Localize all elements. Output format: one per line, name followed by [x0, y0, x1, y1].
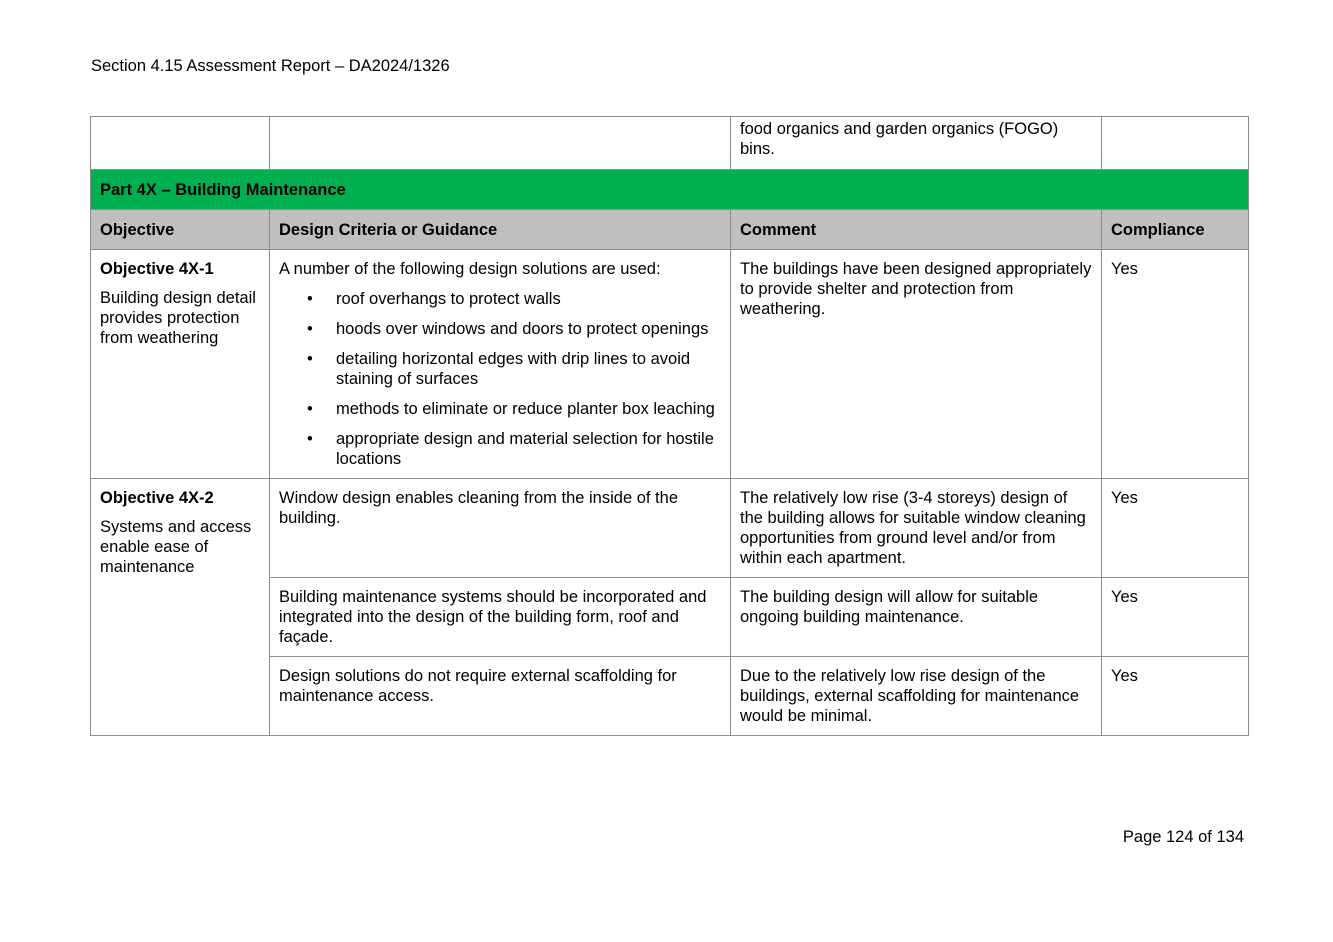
table-row — [91, 250, 1249, 479]
objective-cell — [91, 250, 270, 479]
continuation-comment-cell: food organics and garden organics (FOGO) bins. — [731, 117, 1102, 170]
page-number: Page 124 of 134 — [1122, 828, 1244, 846]
objective-cell — [91, 479, 270, 736]
list-item — [279, 429, 722, 469]
continuation-objective-cell — [91, 117, 270, 170]
comment-cell: The building design will allow for suitable ongoing building maintenance. — [731, 578, 1102, 657]
column-header-objective: Objective — [91, 210, 270, 250]
table-row — [91, 479, 1249, 578]
objective-title: Objective 4X-2 — [100, 489, 214, 507]
bullet-icon: • — [307, 400, 313, 418]
compliance-cell: Yes — [1102, 578, 1249, 657]
list-item-text: roof overhangs to protect walls — [336, 290, 561, 308]
section-title: Part 4X – Building Maintenance — [91, 170, 1249, 210]
criteria-intro: A number of the following design solutions are used: — [279, 260, 661, 278]
criteria-cell: Design solutions do not require external scaffolding for maintenance access. — [270, 657, 731, 736]
list-item-text: hoods over windows and doors to protect openings — [336, 320, 709, 338]
comment-cell: The relatively low rise (3-4 storeys) design of the building allows for suitable window cleaning opportunities from ground level and/or from within each apartment. — [731, 479, 1102, 578]
criteria-cell — [270, 250, 731, 479]
criteria-cell: Building maintenance systems should be incorporated and integrated into the design of the building form, roof and façade. — [270, 578, 731, 657]
comment-cell: The buildings have been designed appropriately to provide shelter and protection from weathering. — [731, 250, 1102, 479]
list-item-text: detailing horizontal edges with drip lines to avoid staining of surfaces — [336, 350, 691, 388]
list-item-text: appropriate design and material selection for hostile locations — [336, 430, 714, 468]
bullet-icon: • — [307, 320, 313, 338]
criteria-cell: Window design enables cleaning from the inside of the building. — [270, 479, 731, 578]
assessment-table — [90, 116, 1249, 736]
comment-cell: Due to the relatively low rise design of the buildings, external scaffolding for maintenance would be minimal. — [731, 657, 1102, 736]
section-header-row — [91, 170, 1249, 210]
column-header-criteria: Design Criteria or Guidance — [270, 210, 731, 250]
compliance-cell: Yes — [1102, 657, 1249, 736]
column-header-compliance: Compliance — [1102, 210, 1249, 250]
continuation-criteria-cell — [270, 117, 731, 170]
list-item — [279, 349, 722, 389]
column-header-row — [91, 210, 1249, 250]
bullet-icon: • — [307, 430, 313, 448]
objective-description: Systems and access enable ease of maintenance — [100, 518, 252, 576]
compliance-cell: Yes — [1102, 250, 1249, 479]
list-item — [279, 399, 722, 419]
criteria-bullet-list — [279, 289, 722, 469]
list-item — [279, 319, 722, 339]
continuation-compliance-cell — [1102, 117, 1249, 170]
objective-title: Objective 4X-1 — [100, 260, 214, 278]
objective-description: Building design detail provides protection from weathering — [100, 289, 256, 347]
compliance-cell: Yes — [1102, 479, 1249, 578]
column-header-comment: Comment — [731, 210, 1102, 250]
page-header-title: Section 4.15 Assessment Report – DA2024/1326 — [91, 57, 450, 75]
list-item — [279, 289, 722, 309]
list-item-text: methods to eliminate or reduce planter box leaching — [336, 400, 715, 418]
continuation-row — [91, 117, 1249, 170]
bullet-icon: • — [307, 290, 313, 308]
bullet-icon: • — [307, 350, 313, 368]
